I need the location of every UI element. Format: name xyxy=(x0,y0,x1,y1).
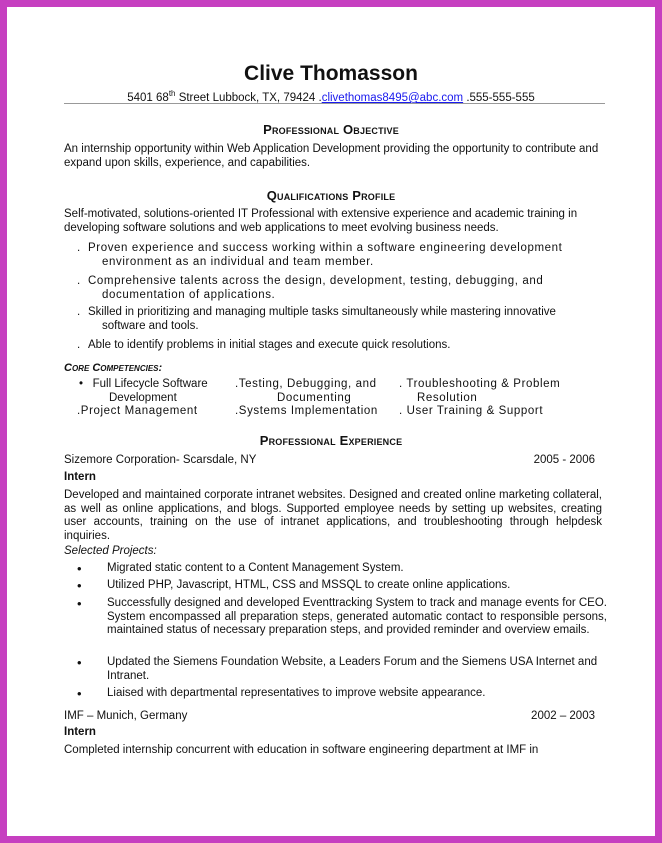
objective-text: An internship opportunity within Web Application Development providing the opportunity to contribute and expand upon skills, experience, and capabilities. xyxy=(64,143,599,169)
contact-line xyxy=(7,89,655,104)
qualification-item xyxy=(77,275,597,302)
competency-text: Full Lifecycle Software xyxy=(92,378,208,390)
competency-item xyxy=(235,405,378,419)
bullet-dot: . xyxy=(77,339,81,351)
address-street: Street Lubbock, TX, 79424 . xyxy=(175,91,322,104)
job-description: Completed internship concurrent with education in software engineering department at IMF in xyxy=(64,744,539,756)
project-item xyxy=(77,597,607,638)
bullet-dot: • xyxy=(77,596,82,611)
bullet-dot: . xyxy=(399,405,403,417)
job-dates: 2002 – 2003 xyxy=(531,710,595,722)
bullet-dot: . xyxy=(235,405,239,417)
project-item xyxy=(77,656,607,683)
qualification-line: environment as an individual and team member. xyxy=(102,255,374,268)
bullet-dot: . xyxy=(235,378,239,390)
phone-number: .555-555-555 xyxy=(463,91,535,104)
competency-item xyxy=(399,378,599,405)
bullet-dot: • xyxy=(79,378,84,390)
competency-text: Systems Implementation xyxy=(238,405,378,417)
competency-text: Resolution xyxy=(417,391,478,404)
project-item xyxy=(77,687,607,701)
bullet-dot: • xyxy=(77,686,82,701)
qualification-line: documentation of applications. xyxy=(102,288,276,301)
experience-heading: Professional Experience xyxy=(259,433,403,448)
competency-item xyxy=(235,378,405,405)
resume-page xyxy=(7,7,655,836)
project-text: Utilized PHP, Javascript, HTML, CSS and MSSQL to create online applications. xyxy=(107,579,511,591)
bullet-dot: . xyxy=(77,275,81,287)
competency-text: Testing, Debugging, and xyxy=(238,378,377,390)
bullet-dot: . xyxy=(399,378,403,390)
qualification-item xyxy=(77,339,597,353)
project-text: Successfully designed and developed Eventtracking System to track and manage events for CEO. System encompassed all preparation steps, generated automatic contact to responsible persons, maintained status of necessary preparation steps, and provided reminder and overview emails. xyxy=(107,597,607,636)
bullet-dot: • xyxy=(77,655,82,670)
job-company: IMF – Munich, Germany xyxy=(64,710,188,722)
bullet-dot: . xyxy=(77,306,81,318)
job-description: Developed and maintained corporate intranet websites. Designed and created online marketing collateral, as well as online applications, and blogs. Supported employee needs by setting up websites, creating user accounts, training on the use of intranet applications, and troubleshooting through helpdesk inquiries. xyxy=(64,489,602,542)
address-number: 5401 68 xyxy=(127,91,169,104)
objective-heading: Professional Objective xyxy=(263,122,399,137)
qualification-item xyxy=(77,242,597,269)
competency-item xyxy=(77,405,198,419)
competency-item xyxy=(399,405,543,419)
qualifications-heading: Qualifications Profile xyxy=(266,188,396,203)
project-item xyxy=(77,562,607,576)
project-text: Liaised with departmental representatives to improve website appearance. xyxy=(107,687,486,699)
bullet-dot: . xyxy=(77,405,81,417)
competency-text: Development xyxy=(109,391,177,404)
address-suffix: th xyxy=(168,89,176,98)
competency-text: Documenting xyxy=(277,391,352,404)
job-role: Intern xyxy=(64,471,96,483)
competency-text: Troubleshooting & Problem xyxy=(406,378,561,390)
competency-item xyxy=(79,378,239,405)
qualification-line: Skilled in prioritizing and managing multiple tasks simultaneously while mastering innovative xyxy=(88,306,556,318)
candidate-name: Clive Thomasson xyxy=(244,62,418,85)
qualification-line: Comprehensive talents across the design, development, testing, debugging, and xyxy=(88,275,544,287)
job-dates: 2005 - 2006 xyxy=(533,454,595,466)
email-link[interactable]: clivethomas8495@abc.com xyxy=(321,91,464,104)
qualifications-intro: Self-motivated, solutions-oriented IT Professional with extensive experience and academic training in developing software solutions and web applications to meet evolving business needs. xyxy=(64,208,578,234)
bullet-dot: • xyxy=(77,578,82,593)
selected-projects-label: Selected Projects: xyxy=(64,545,157,557)
job-role: Intern xyxy=(64,726,96,738)
qualification-line: Able to identify problems in initial stages and execute quick resolutions. xyxy=(88,339,451,351)
bullet-dot: • xyxy=(77,561,82,576)
project-text: Migrated static content to a Content Management System. xyxy=(107,562,404,574)
qualification-line: software and tools. xyxy=(102,319,199,332)
core-competencies-label: Core Competencies: xyxy=(64,362,163,374)
competency-text: User Training & Support xyxy=(406,405,544,417)
qualification-item xyxy=(77,306,597,333)
competency-text: Project Management xyxy=(80,405,198,417)
bullet-dot: . xyxy=(77,242,81,254)
qualification-line: Proven experience and success working within a software engineering development xyxy=(88,242,563,254)
header-divider xyxy=(64,103,605,104)
project-item xyxy=(77,579,607,593)
job-company: Sizemore Corporation- Scarsdale, NY xyxy=(64,454,257,466)
project-text: Updated the Siemens Foundation Website, a Leaders Forum and the Siemens USA Internet and Intranet. xyxy=(107,656,598,682)
